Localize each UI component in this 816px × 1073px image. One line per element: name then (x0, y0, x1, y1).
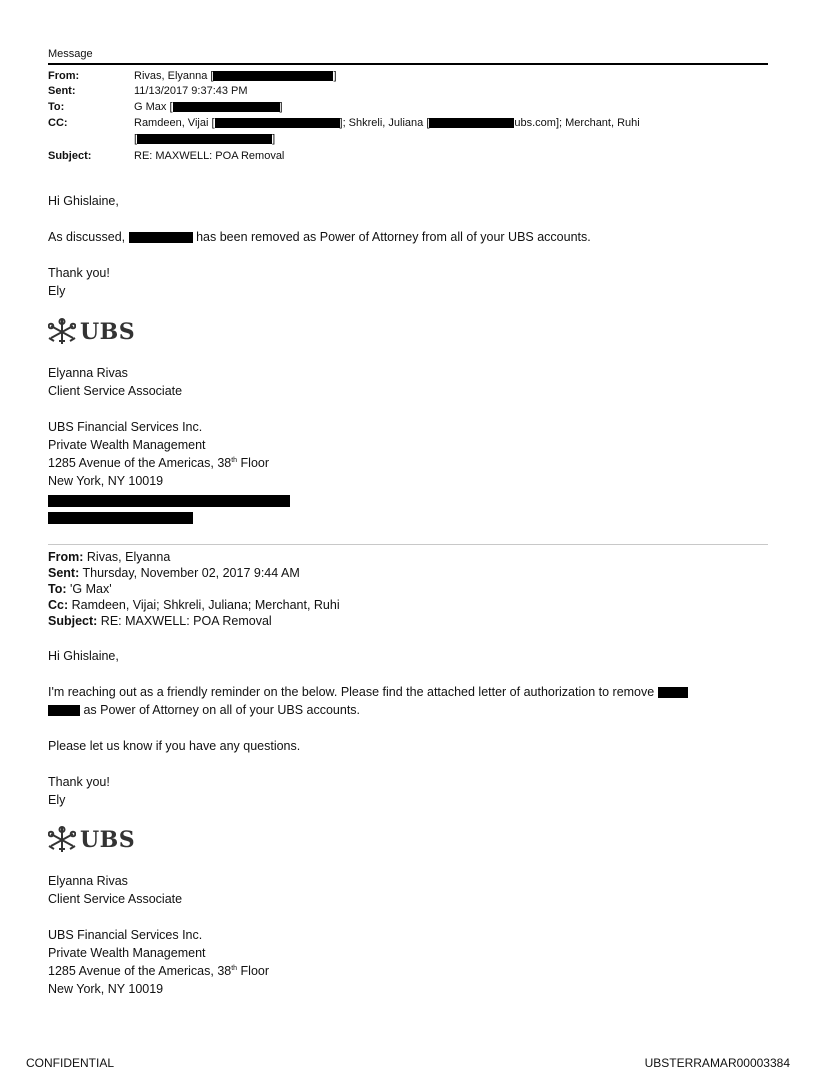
sig-address-pre: 1285 Avenue of the Americas, 38 (48, 456, 232, 470)
sent-label: Sent: (48, 85, 76, 97)
to-name: G Max [ (134, 101, 173, 113)
fwd-greeting: Hi Ghislaine, (48, 649, 119, 663)
sig2-address-pre: 1285 Avenue of the Americas, 38 (48, 964, 232, 978)
fwd-from-label: From: (48, 550, 84, 564)
fwd-to-label: To: (48, 582, 67, 596)
fwd-sig-short: Ely (48, 793, 66, 807)
sig-company: UBS Financial Services Inc. (48, 420, 203, 434)
fwd-para1-line2-text: as Power of Attorney on all of your UBS accounts. (83, 703, 361, 717)
cc-part1: Ramdeen, Vijai [ (134, 117, 215, 129)
greeting: Hi Ghislaine, (48, 194, 119, 208)
sig2-address-sup: th (231, 964, 238, 972)
fwd-from (48, 550, 170, 564)
cc-line2-open: [ (134, 133, 138, 145)
redaction (215, 118, 340, 128)
sig-address-post: Floor (237, 456, 270, 470)
body-line-1-post: has been removed as Power of Attorney from all of your UBS accounts. (196, 230, 591, 244)
redaction (213, 71, 333, 81)
sig-title: Client Service Associate (48, 384, 183, 398)
sig2-name: Elyanna Rivas (48, 874, 128, 888)
sig2-address (48, 964, 269, 978)
sig-short: Ely (48, 284, 66, 298)
redaction (48, 705, 80, 716)
separator-rule (48, 544, 768, 545)
redaction (137, 134, 272, 144)
sig-address (48, 456, 269, 470)
body-line-1 (48, 230, 591, 244)
fwd-sent-label: Sent: (48, 566, 80, 580)
keys-icon (48, 826, 76, 854)
from-close: ] (333, 70, 337, 82)
sig2-company: UBS Financial Services Inc. (48, 928, 203, 942)
keys-icon (48, 318, 76, 346)
to-value (134, 101, 283, 113)
logo-text: UBS (80, 827, 136, 853)
fwd-sent (48, 566, 300, 580)
sig2-title: Client Service Associate (48, 892, 183, 906)
redaction (429, 118, 514, 128)
sig2-division: Private Wealth Management (48, 946, 206, 960)
fwd-subject-label: Subject: (48, 614, 98, 628)
cc-label: CC: (48, 117, 68, 129)
fwd-sent-value: Thursday, November 02, 2017 9:44 AM (82, 566, 300, 580)
message-label: Message (48, 48, 93, 60)
fwd-cc (48, 598, 340, 612)
thanks: Thank you! (48, 266, 110, 280)
sig-name: Elyanna Rivas (48, 366, 128, 380)
cc-value (134, 117, 640, 129)
fwd-to-value: 'G Max' (70, 582, 112, 596)
fwd-to (48, 582, 112, 596)
body-line-1-pre: As discussed, (48, 230, 126, 244)
fwd-cc-value: Ramdeen, Vijai; Shkreli, Juliana; Merchant, Ruhi (71, 598, 340, 612)
sig-city: New York, NY 10019 (48, 474, 164, 488)
fwd-from-value: Rivas, Elyanna (86, 550, 171, 564)
fwd-thanks: Thank you! (48, 775, 110, 789)
fwd-subject (48, 614, 272, 628)
ubs-logo (48, 318, 135, 346)
fwd-para1-line2 (48, 703, 360, 717)
redaction (129, 232, 193, 243)
ubs-logo (48, 826, 135, 854)
sig2-address-post: Floor (237, 964, 270, 978)
to-label: To: (48, 101, 65, 113)
sent-value: 11/13/2017 9:37:43 PM (134, 85, 248, 97)
fwd-para2: Please let us know if you have any questions. (48, 739, 301, 753)
footer-confidential: CONFIDENTIAL (26, 1056, 115, 1070)
fwd-subject-value: RE: MAXWELL: POA Removal (100, 614, 272, 628)
cc-value-line2 (134, 133, 275, 145)
fwd-cc-label: Cc: (48, 598, 69, 612)
header-rule (48, 63, 768, 65)
from-label: From: (48, 70, 80, 82)
cc-part2: ]; Shkreli, Juliana [ (339, 117, 430, 129)
redaction (173, 102, 280, 112)
sig-division: Private Wealth Management (48, 438, 206, 452)
subject-value: RE: MAXWELL: POA Removal (134, 150, 285, 162)
fwd-para1-line1-text: I'm reaching out as a friendly reminder on the below. Please find the attached letter of authorization to remove (48, 685, 655, 699)
redaction (48, 495, 290, 507)
redaction (48, 512, 193, 524)
to-close: ] (279, 101, 283, 113)
logo-text: UBS (80, 319, 136, 345)
sig2-city: New York, NY 10019 (48, 982, 164, 996)
cc-line2-close: ] (272, 133, 276, 145)
redaction (658, 687, 688, 698)
cc-part3: ubs.com]; Merchant, Ruhi (514, 117, 640, 129)
sig-address-sup: th (231, 456, 238, 464)
from-name: Rivas, Elyanna [ (134, 70, 214, 82)
from-value (134, 70, 337, 82)
footer-bates-number: UBSTERRAMAR00003384 (644, 1056, 790, 1070)
subject-label: Subject: (48, 150, 92, 162)
fwd-para1-line1 (48, 685, 688, 699)
